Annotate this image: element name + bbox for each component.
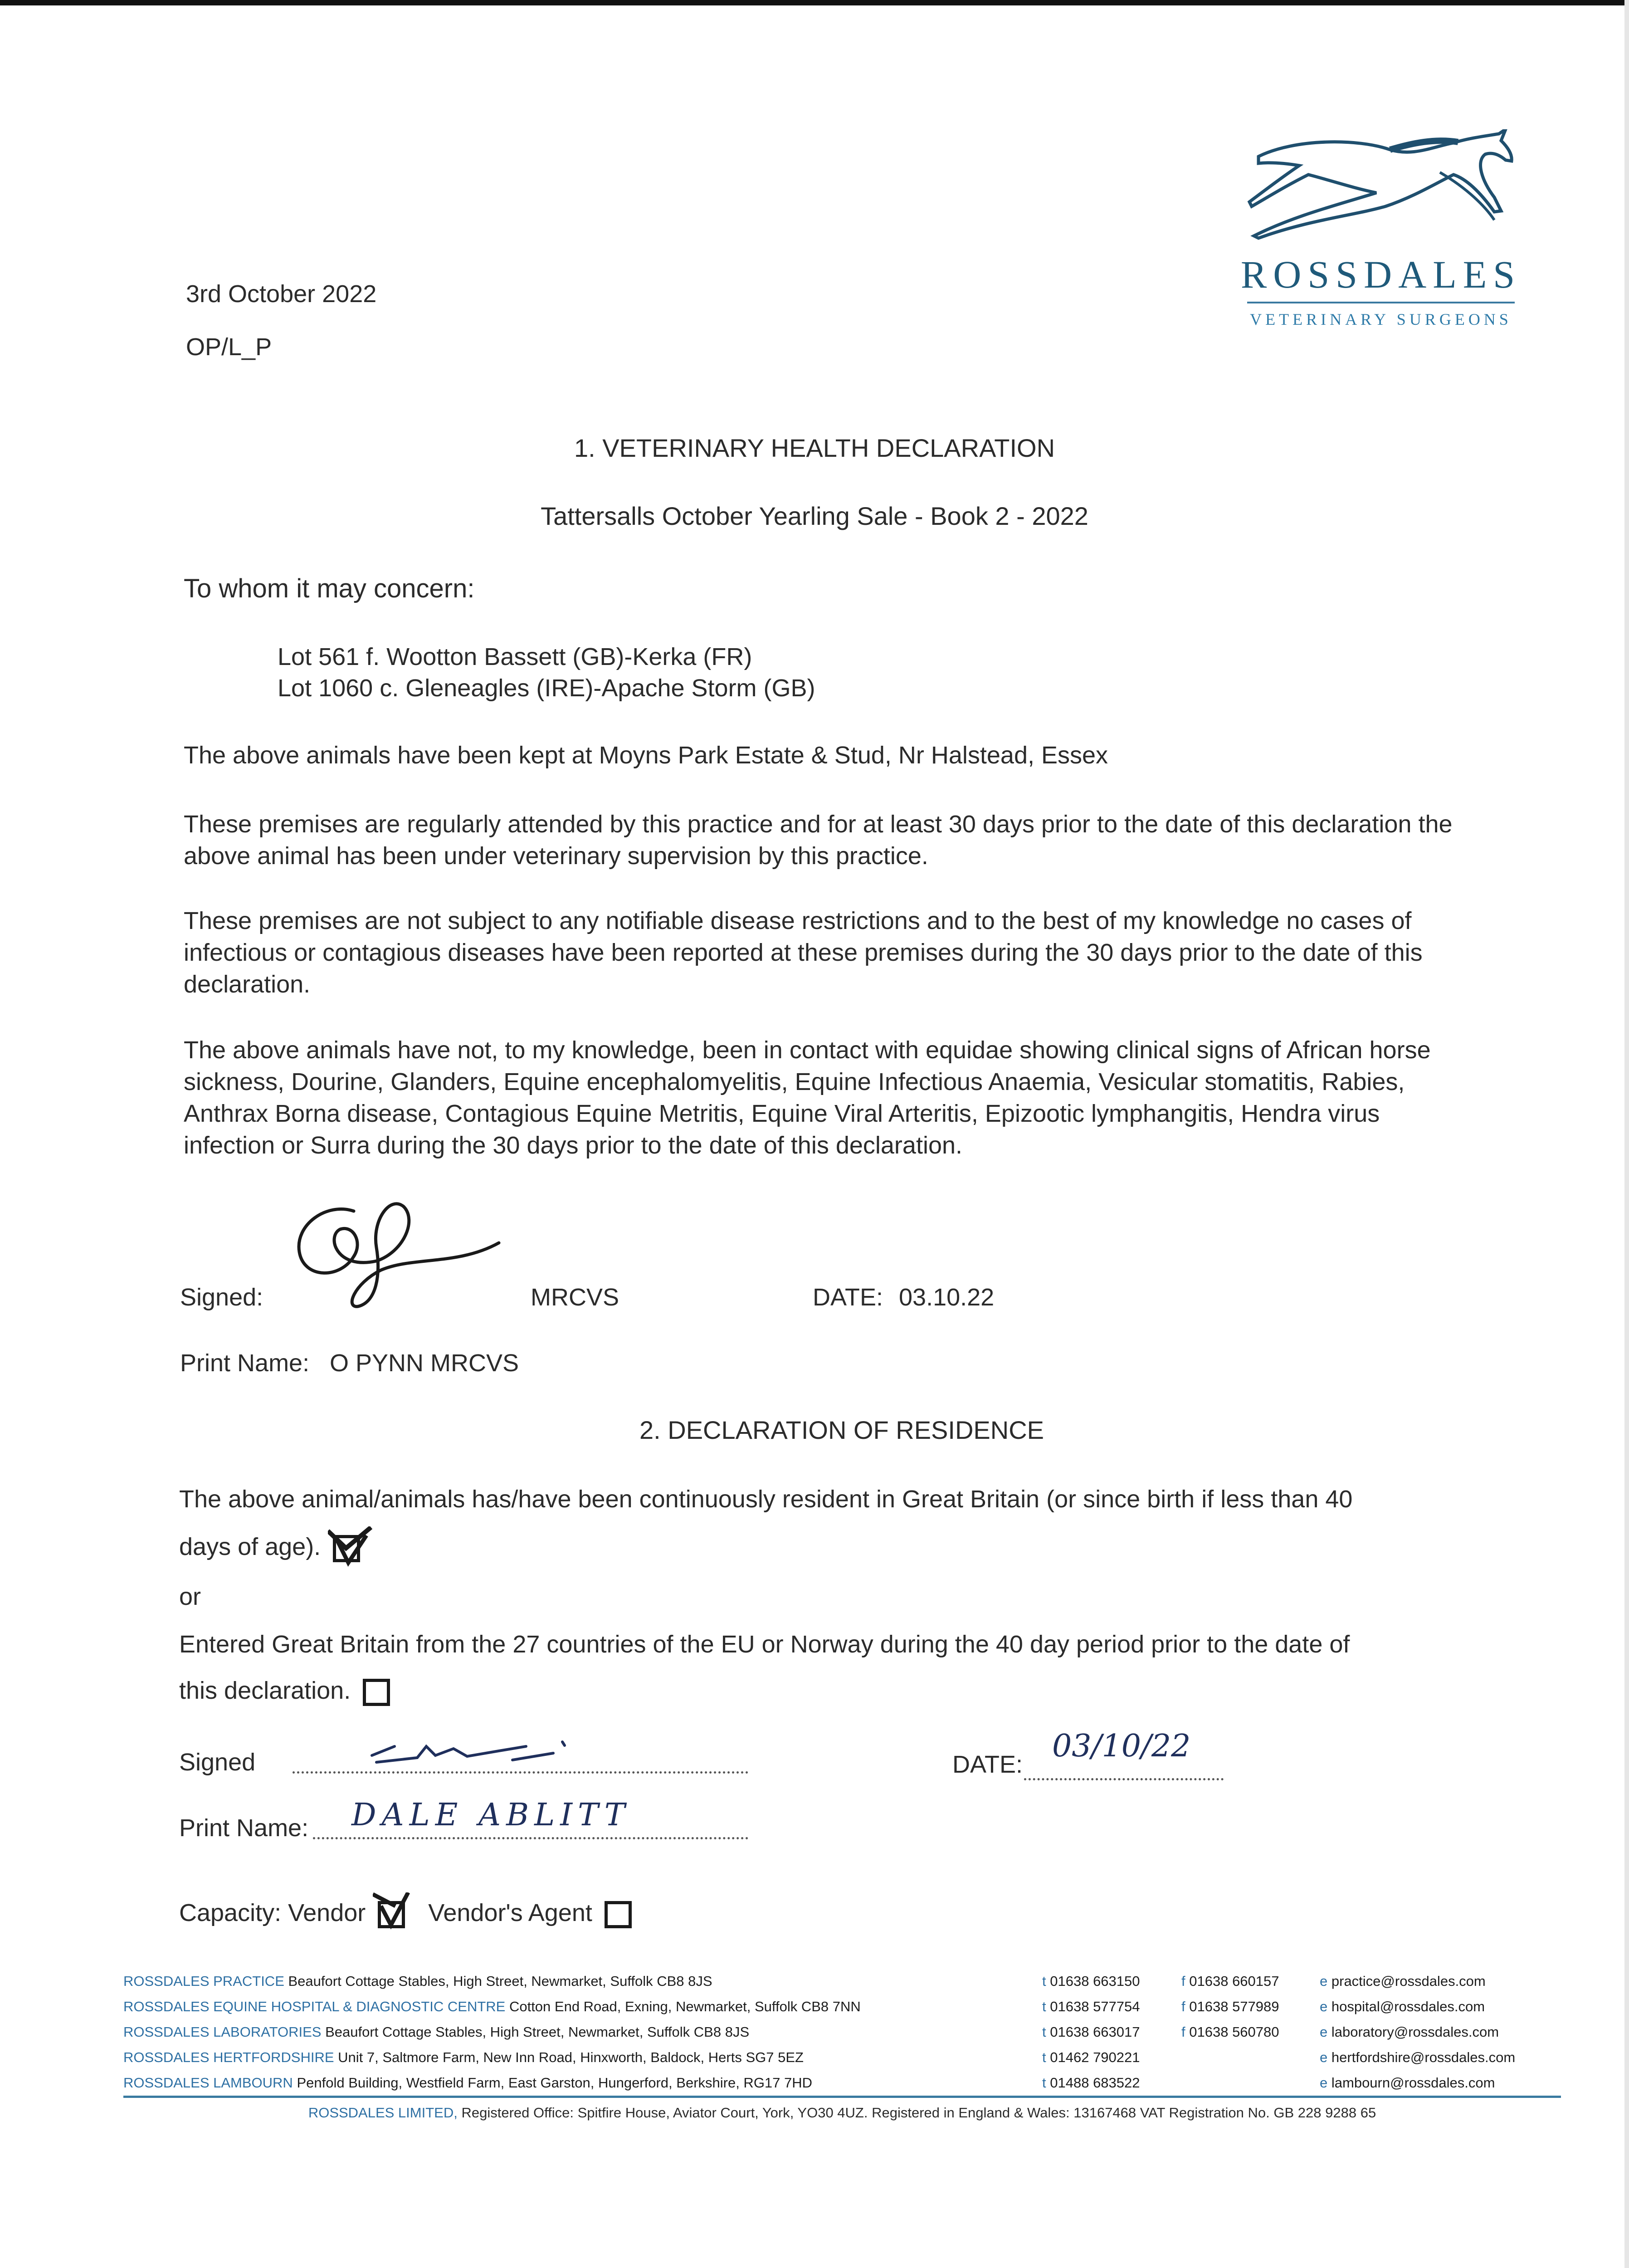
letter-reference: OP/L_P	[186, 333, 272, 361]
footer-tel: t 01638 663150	[1042, 1973, 1140, 1989]
scan-edge-right	[1624, 0, 1629, 2268]
registered-org: ROSSDALES LIMITED,	[308, 2105, 458, 2121]
footer-row	[123, 2045, 804, 2070]
residence-option2-text: this declaration.	[179, 1677, 351, 1704]
vendors-agent-label: Vendor's Agent	[428, 1899, 592, 1926]
continuous-residence-checkbox[interactable]	[333, 1535, 360, 1562]
lot-line: Lot 561 f. Wootton Bassett (GB)-Kerka (FR)	[278, 643, 752, 670]
footer-address: Beaufort Cottage Stables, High Street, Newmarket, Suffolk CB8 8JS	[325, 2024, 750, 2040]
footer-email[interactable]: e hertfordshire@rossdales.com	[1320, 2049, 1516, 2065]
letter-date: 3rd October 2022	[186, 280, 377, 308]
date-label: DATE:	[952, 1751, 1023, 1778]
footer-address: Beaufort Cottage Stables, High Street, Newmarket, Suffolk CB8 8JS	[288, 1973, 712, 1989]
footer-fax: f 01638 577989	[1181, 1999, 1279, 2014]
footer-org: ROSSDALES EQUINE HOSPITAL & DIAGNOSTIC CENTRE	[123, 1999, 506, 2014]
footer-tel: t 01638 663017	[1042, 2024, 1140, 2040]
registered-text: Registered Office: Spitfire House, Aviator Court, York, YO30 4UZ. Registered in England & Wales: 13167468 VAT Registration No. GB 228 9288 65	[461, 2105, 1376, 2121]
scan-edge-top	[0, 0, 1629, 5]
vendors-agent-checkbox[interactable]	[605, 1901, 632, 1928]
footer-email[interactable]: e lambourn@rossdales.com	[1320, 2075, 1495, 2091]
horse-icon	[1240, 129, 1522, 247]
print-name-label: Print Name:	[179, 1814, 309, 1842]
footer-email[interactable]: e laboratory@rossdales.com	[1320, 2024, 1499, 2040]
footer-address: Cotton End Road, Exning, Newmarket, Suffolk CB8 7NN	[509, 1999, 861, 2014]
logo-subtitle: VETERINARY SURGEONS	[1250, 310, 1512, 328]
print-name-line	[313, 1837, 748, 1839]
footer-row	[123, 2070, 812, 2096]
vendor-checkbox[interactable]	[378, 1901, 405, 1928]
vendor-signature	[363, 1728, 580, 1774]
footer-address: Unit 7, Saltmore Farm, New Inn Road, Hinxworth, Baldock, Herts SG7 5EZ	[338, 2049, 804, 2065]
handwritten-print-name: DALE ABLITT	[351, 1797, 631, 1833]
footer-org: ROSSDALES HERTFORDSHIRE	[123, 2049, 334, 2065]
footer-email[interactable]: e practice@rossdales.com	[1320, 1973, 1486, 1989]
print-name-label: Print Name:	[180, 1349, 310, 1377]
eu-entry-checkbox[interactable]	[363, 1679, 390, 1706]
contact-paragraph: The above animals have not, to my knowledge, been in contact with equidae showing clinical signs of African horse sickness, Dourine, Glanders, Equine encephalomyelitis, Equine Infectious Anaemia, Vesicular stomatitis, Rabies, Anthrax Borna disease, Contagious Equine Metritis, Equine Viral Arteritis, Epizootic lymphangitis, Hendra virus infection or Surra during the 30 days prior to the date of this declaration.	[184, 1036, 1431, 1159]
footer-fax: f 01638 660157	[1181, 1973, 1279, 1989]
footer-rule	[123, 2096, 1561, 2098]
residence-option2-text: Entered Great Britain from the 27 countries of the EU or Norway during the 40 day period prior to the date of	[179, 1631, 1350, 1658]
mrcvs-label: MRCVS	[531, 1284, 619, 1311]
residence-option1-text: The above animal/animals has/have been continuously resident in Great Britain (or since birth if less than 40	[179, 1486, 1353, 1513]
registered-office	[123, 2100, 1561, 2126]
signed-label: Signed	[179, 1749, 256, 1776]
footer-org: ROSSDALES LABORATORIES	[123, 2024, 322, 2040]
footer-tel: t 01488 683522	[1042, 2075, 1140, 2091]
or-label: or	[179, 1583, 201, 1610]
footer-row	[123, 2019, 749, 2045]
section2-heading: 2. DECLARATION OF RESIDENCE	[639, 1416, 1044, 1444]
footer-org: ROSSDALES PRACTICE	[123, 1973, 284, 1989]
premises-paragraph: The above animals have been kept at Moyns Park Estate & Stud, Nr Halstead, Essex	[184, 742, 1108, 769]
footer-tel: t 01462 790221	[1042, 2049, 1140, 2065]
residence-option1-text: days of age).	[179, 1533, 321, 1560]
footer-address: Penfold Building, Westfield Farm, East Garston, Hungerford, Berkshire, RG17 7HD	[297, 2075, 813, 2091]
date-line	[1024, 1778, 1224, 1780]
handwritten-date: 03/10/22	[1052, 1728, 1191, 1764]
footer-row	[123, 1994, 861, 2019]
section1-subheading: Tattersalls October Yearling Sale - Book 2 - 2022	[541, 502, 1088, 530]
footer-tel: t 01638 577754	[1042, 1999, 1140, 2014]
logo-rule	[1247, 302, 1515, 303]
restrictions-paragraph: These premises are not subject to any notifiable disease restrictions and to the best of my knowledge no cases of infectious or contagious diseases have been reported at these premises during the 30 days prior to the date of this declaration.	[184, 907, 1423, 998]
section1-heading: 1. VETERINARY HEALTH DECLARATION	[574, 434, 1055, 462]
lot-line: Lot 1060 c. Gleneagles (IRE)-Apache Storm (GB)	[278, 675, 815, 702]
date-value: 03.10.22	[899, 1284, 995, 1311]
footer-org: ROSSDALES LAMBOURN	[123, 2075, 293, 2091]
signed-label: Signed:	[180, 1284, 263, 1311]
check-mark-icon	[328, 1526, 378, 1572]
check-mark-icon	[373, 1892, 423, 1938]
salutation: To whom it may concern:	[184, 574, 475, 603]
print-name-value: O PYNN MRCVS	[330, 1349, 519, 1377]
vet-signature	[286, 1193, 503, 1311]
rossdales-logo	[1240, 129, 1522, 342]
footer-row	[123, 1969, 712, 1994]
footer-fax: f 01638 560780	[1181, 2024, 1279, 2040]
capacity-vendor-label: Capacity: Vendor	[179, 1899, 366, 1926]
logo-name: ROSSDALES	[1240, 253, 1522, 296]
date-label: DATE:	[813, 1284, 883, 1311]
supervision-paragraph: These premises are regularly attended by this practice and for at least 30 days prior to the date of this declaration the above animal has been under veterinary supervision by this practice.	[184, 811, 1453, 870]
footer-email[interactable]: e hospital@rossdales.com	[1320, 1999, 1485, 2014]
